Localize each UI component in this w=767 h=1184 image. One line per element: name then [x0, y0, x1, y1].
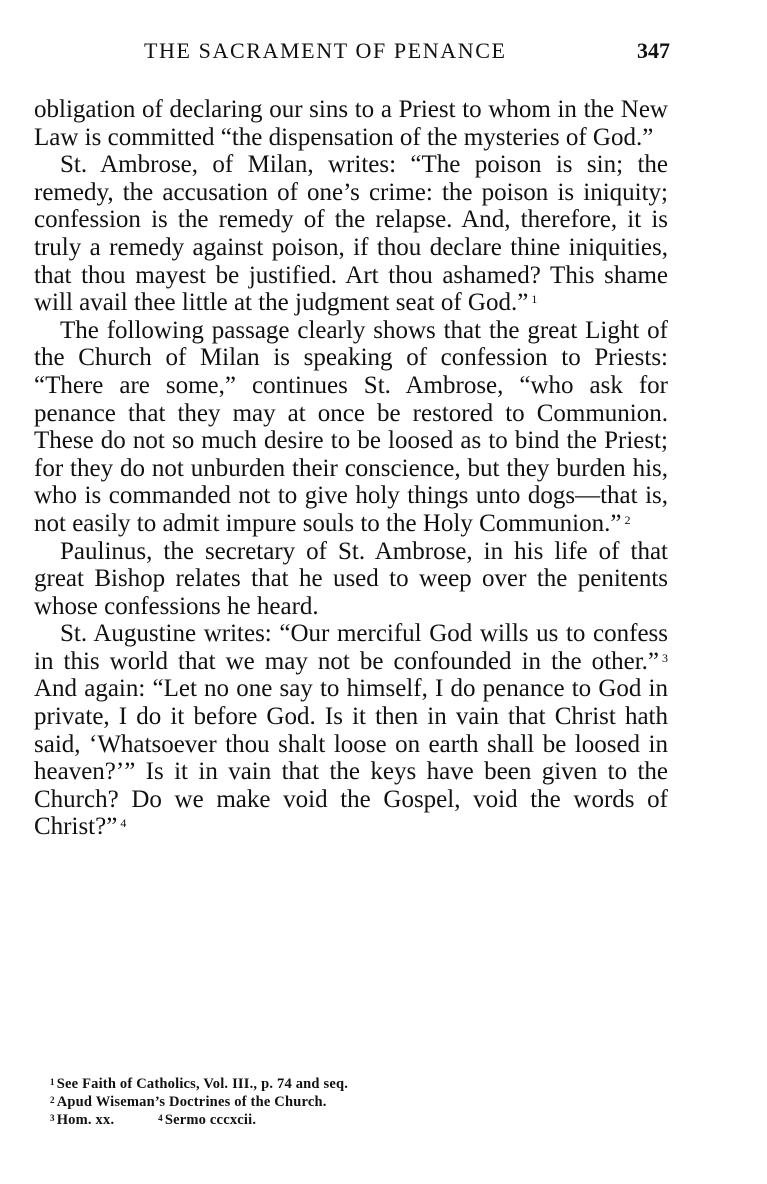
- footnote-row: [50, 1111, 650, 1129]
- paragraph: [34, 317, 668, 538]
- paragraph: [34, 538, 668, 621]
- page-header: [34, 30, 670, 70]
- page-number: 347: [637, 38, 670, 63]
- paragraph: [34, 620, 668, 841]
- body-text: [34, 96, 668, 841]
- footnote-ref: 4: [120, 816, 127, 831]
- footnote: $^4$ Sermo cccxcii.: [158, 1112, 257, 1128]
- running-title: THE SACRAMENT OF PENANCE: [144, 38, 507, 63]
- footnote: $^1$ See Faith of Catholics, Vol. III., p. 74 and seq.: [50, 1076, 349, 1092]
- paragraph-text: St. Augustine writes: “Our merciful God wills us to confess in this world that we may not be confounded in the other.”: [34, 620, 668, 675]
- paragraph: [34, 151, 668, 317]
- paragraph: [34, 96, 668, 151]
- paragraph-text: St. Ambrose, of Milan, writes: “The poison is sin; the remedy, the accusation of one’s crime: the poison is iniquity; confession is the remedy of the relapse. And, therefore, it is truly a remedy against poison, if thou declare thine iniquities, that thou mayest be justified. Art thou ashamed? This shame will avail thee little at the judgment seat of God.”: [34, 151, 668, 317]
- footnote-ref: 2: [624, 512, 631, 527]
- footnote-ref: 1: [531, 292, 538, 307]
- footnote: $^2$ Apud Wiseman’s Doctrines of the Church.: [50, 1094, 327, 1110]
- footnote-ref: 3: [662, 650, 668, 665]
- paragraph-text: And again: “Let no one say to himself, I do penance to God in private, I do it before God. Is it then in vain that Christ hath said, ‘Whatsoever thou shalt loose on earth shall be loosed in heaven?’” Is it in vain that the keys have been given to the Church? Do we make void the Gospel, void the words of Christ?”: [34, 675, 668, 841]
- footnote: $^3$ Hom. xx.: [50, 1112, 115, 1128]
- paragraph-text: obligation of declaring our sins to a Priest to whom in the New Law is committed “the dispensation of the mysteries of God.”: [34, 96, 668, 151]
- paragraph-text: The following passage clearly shows that the great Light of the Church of Milan is speaking of confession to Priests: “There are some,” continues St. Ambrose, “who ask for penance that they may at once be restored to Communion. These do not so much desire to be loosed as to bind the Priest; for they do not unburden their conscience, but they burden his, who is commanded not to give holy things unto dogs—that is, not easily to admit impure souls to the Holy Communion.”: [34, 316, 668, 537]
- paragraph-text: Paulinus, the secretary of St. Ambrose, in his life of that great Bishop relates that he used to weep over the penitents whose confessions he heard.: [34, 537, 668, 620]
- footnotes: [50, 1075, 650, 1129]
